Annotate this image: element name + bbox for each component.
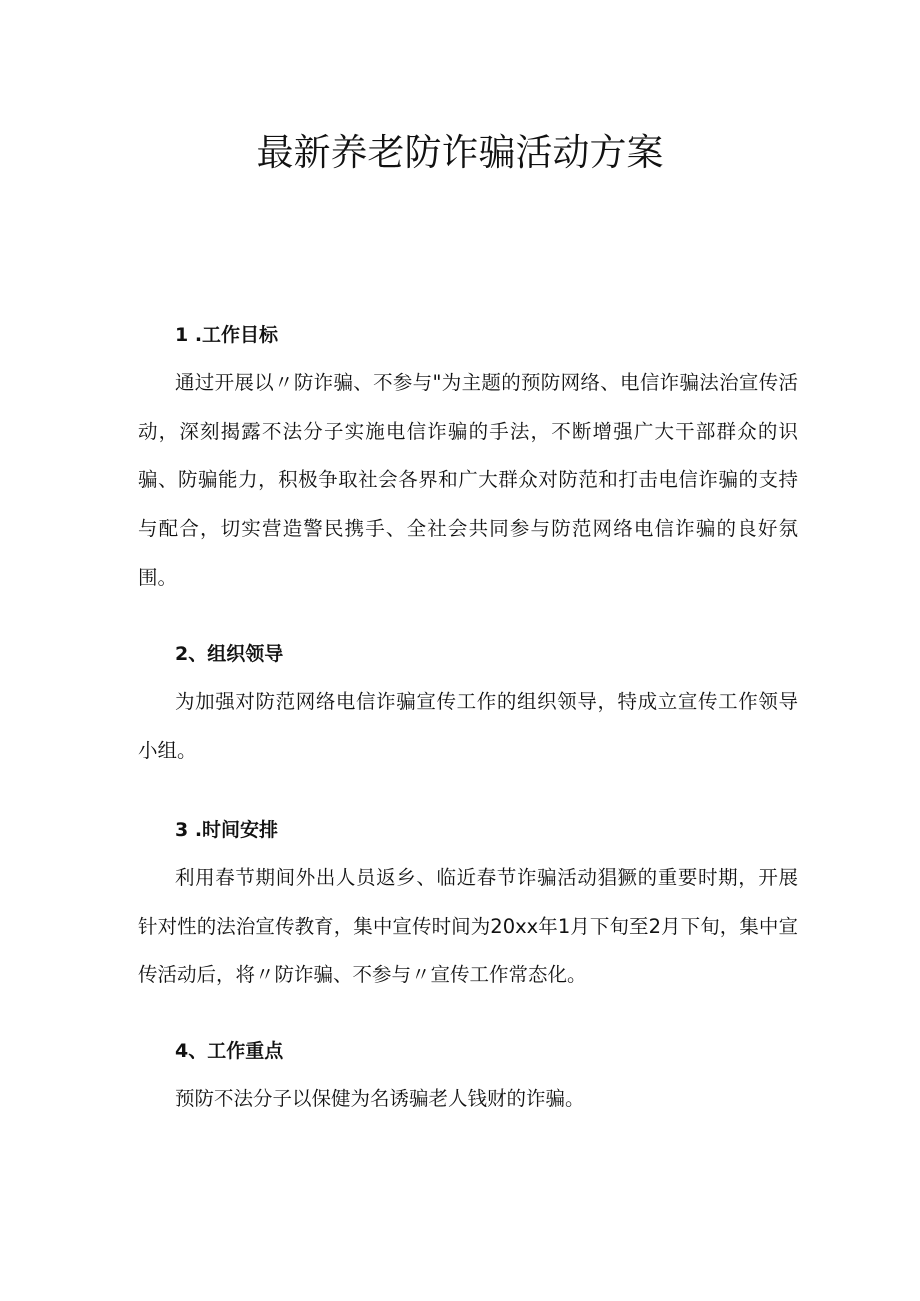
section-body: 通过开展以〃防诈骗、不参与"为主题的预防网络、电信诈骗法治宣传活动，深刻揭露不法分子实施电信诈骗的手法，不断增强广大干部群众的识骗、防骗能力，积极争取社会各界和广大群众对防范和打击电信诈骗的支持与配合，切实营造警民携手、全社会共同参与防范网络电信诈骗的良好氛围。	[138, 371, 798, 589]
section-body: 为加强对防范网络电信诈骗宣传工作的组织领导，特成立宣传工作领导小组。	[138, 690, 798, 762]
section-organization	[138, 639, 798, 775]
section-heading: 2、组织领导	[175, 643, 284, 665]
section-body: 预防不法分子以保健为名诱骗老人钱财的诈骗。	[175, 1087, 585, 1110]
document-title: 最新养老防诈骗活动方案	[256, 131, 664, 174]
section-work-focus	[138, 1036, 798, 1124]
section-work-goal	[138, 320, 798, 603]
section-schedule	[138, 815, 798, 1000]
section-heading: 4、工作重点	[175, 1040, 284, 1062]
section-body: 利用春节期间外出人员返乡、临近春节诈骗活动猖獗的重要时期，开展针对性的法治宣传教育，集中宣传时间为20xx年1月下旬至2月下旬，集中宣传活动后，将〃防诈骗、不参与〃宣传工作常态化。	[138, 866, 798, 987]
section-heading: 1 .工作目标	[175, 324, 279, 346]
section-heading: 3 .时间安排	[175, 819, 279, 841]
